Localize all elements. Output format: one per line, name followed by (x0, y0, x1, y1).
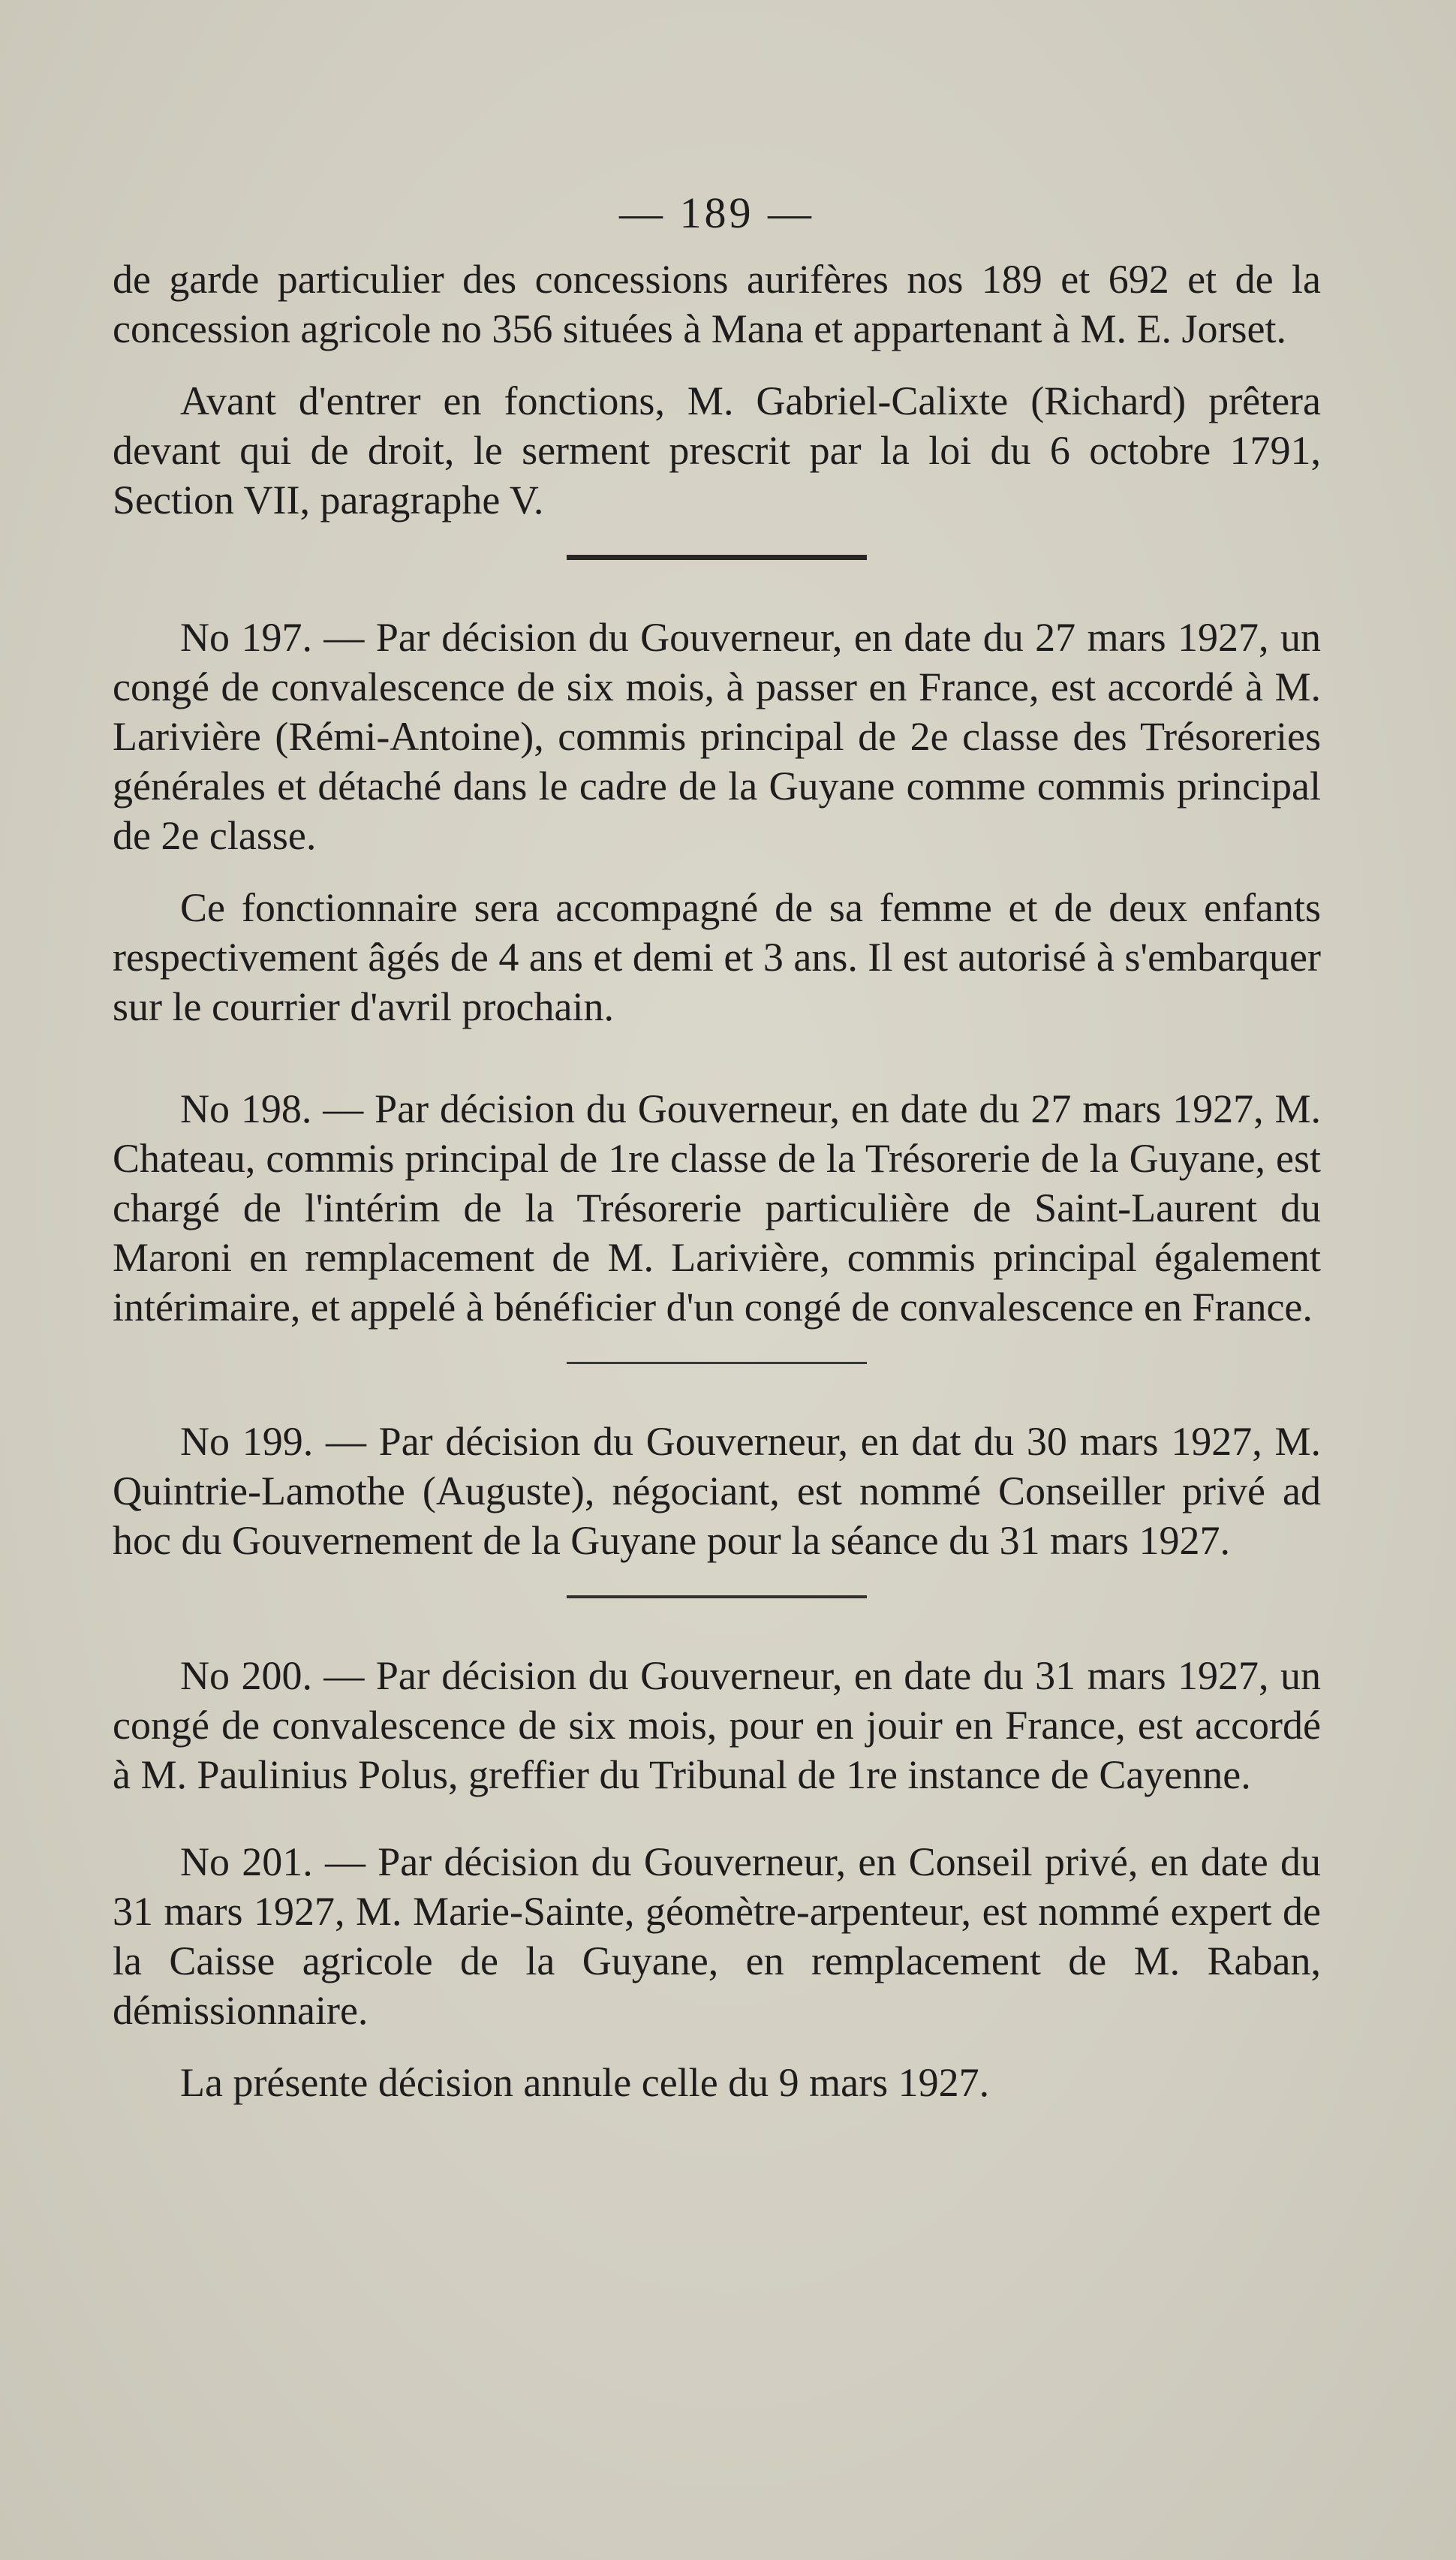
section-divider (567, 1595, 867, 1598)
paragraph-oath: Avant d'entrer en fonctions, M. Gabriel-Calixte (Richard) prêtera devant qui de droit, le serment prescrit par la loi du 6 octobre 1791, Section VII, paragraphe V. (113, 378, 1321, 523)
decision-201-note: La présente décision annule celle du 9 mars 1927. (180, 2060, 990, 2105)
decision-201: No 201. — Par décision du Gouverneur, en Conseil privé, en date du 31 mars 1927, M. Marie-Sainte, géomètre-arpenteur, est nommé expert de la Caisse agricole de la Guyane, en remplacement de M. Raban, démissionnaire. (113, 1839, 1321, 2033)
spacer (113, 1054, 1321, 1084)
spacer (113, 1822, 1321, 1837)
decision-200: No 200. — Par décision du Gouverneur, en date du 31 mars 1927, un congé de convalescence de six mois, pour en jouir en France, est accordé à M. Paulinius Polus, greffier du Tribunal de 1re instance de Cayenne. (113, 1653, 1321, 1797)
decision-198: No 198. — Par décision du Gouverneur, en date du 27 mars 1927, M. Chateau, commis principal de 1re classe de la Trésorerie de la Guyane, est chargé de l'intérim de la Trésorerie particulière de Saint-Laurent du Maroni en remplacement de M. Larivière, commis principal également intérimaire, et appelé à bénéficier d'un congé de convalescence en France. (113, 1086, 1321, 1330)
decision-199: No 199. — Par décision du Gouverneur, en dat du 30 mars 1927, M. Quintrie-Lamothe (Auguste), négociant, est nommé Conseiller privé ad hoc du Gouvernement de la Guyane pour la séance du 31 mars 1927. (113, 1419, 1321, 1563)
page-number: — 189 — (619, 188, 814, 237)
section-divider (567, 555, 867, 560)
section-divider (567, 1362, 867, 1364)
decision-197-note: Ce fonctionnaire sera accompagné de sa femme et de deux enfants respectivement âgés de 4 ans et demi et 3 ans. Il est autorisé à s'embarquer sur le courrier d'avril prochain. (113, 885, 1321, 1029)
page-content (113, 188, 1321, 2130)
paragraph-continuation: de garde particulier des concessions aurifères nos 189 et 692 et de la concession agricole no 356 situées à Mana et appartenant à M. E. Jorset. (113, 257, 1321, 351)
decision-197: No 197. — Par décision du Gouverneur, en date du 27 mars 1927, un congé de convalescence de six mois, à passer en France, est accordé à M. Larivière (Rémi-Antoine), commis principal de 2e classe des Trésoreries générales et détaché dans le cadre de la Guyane comme commis principal de 2e classe. (113, 615, 1321, 858)
